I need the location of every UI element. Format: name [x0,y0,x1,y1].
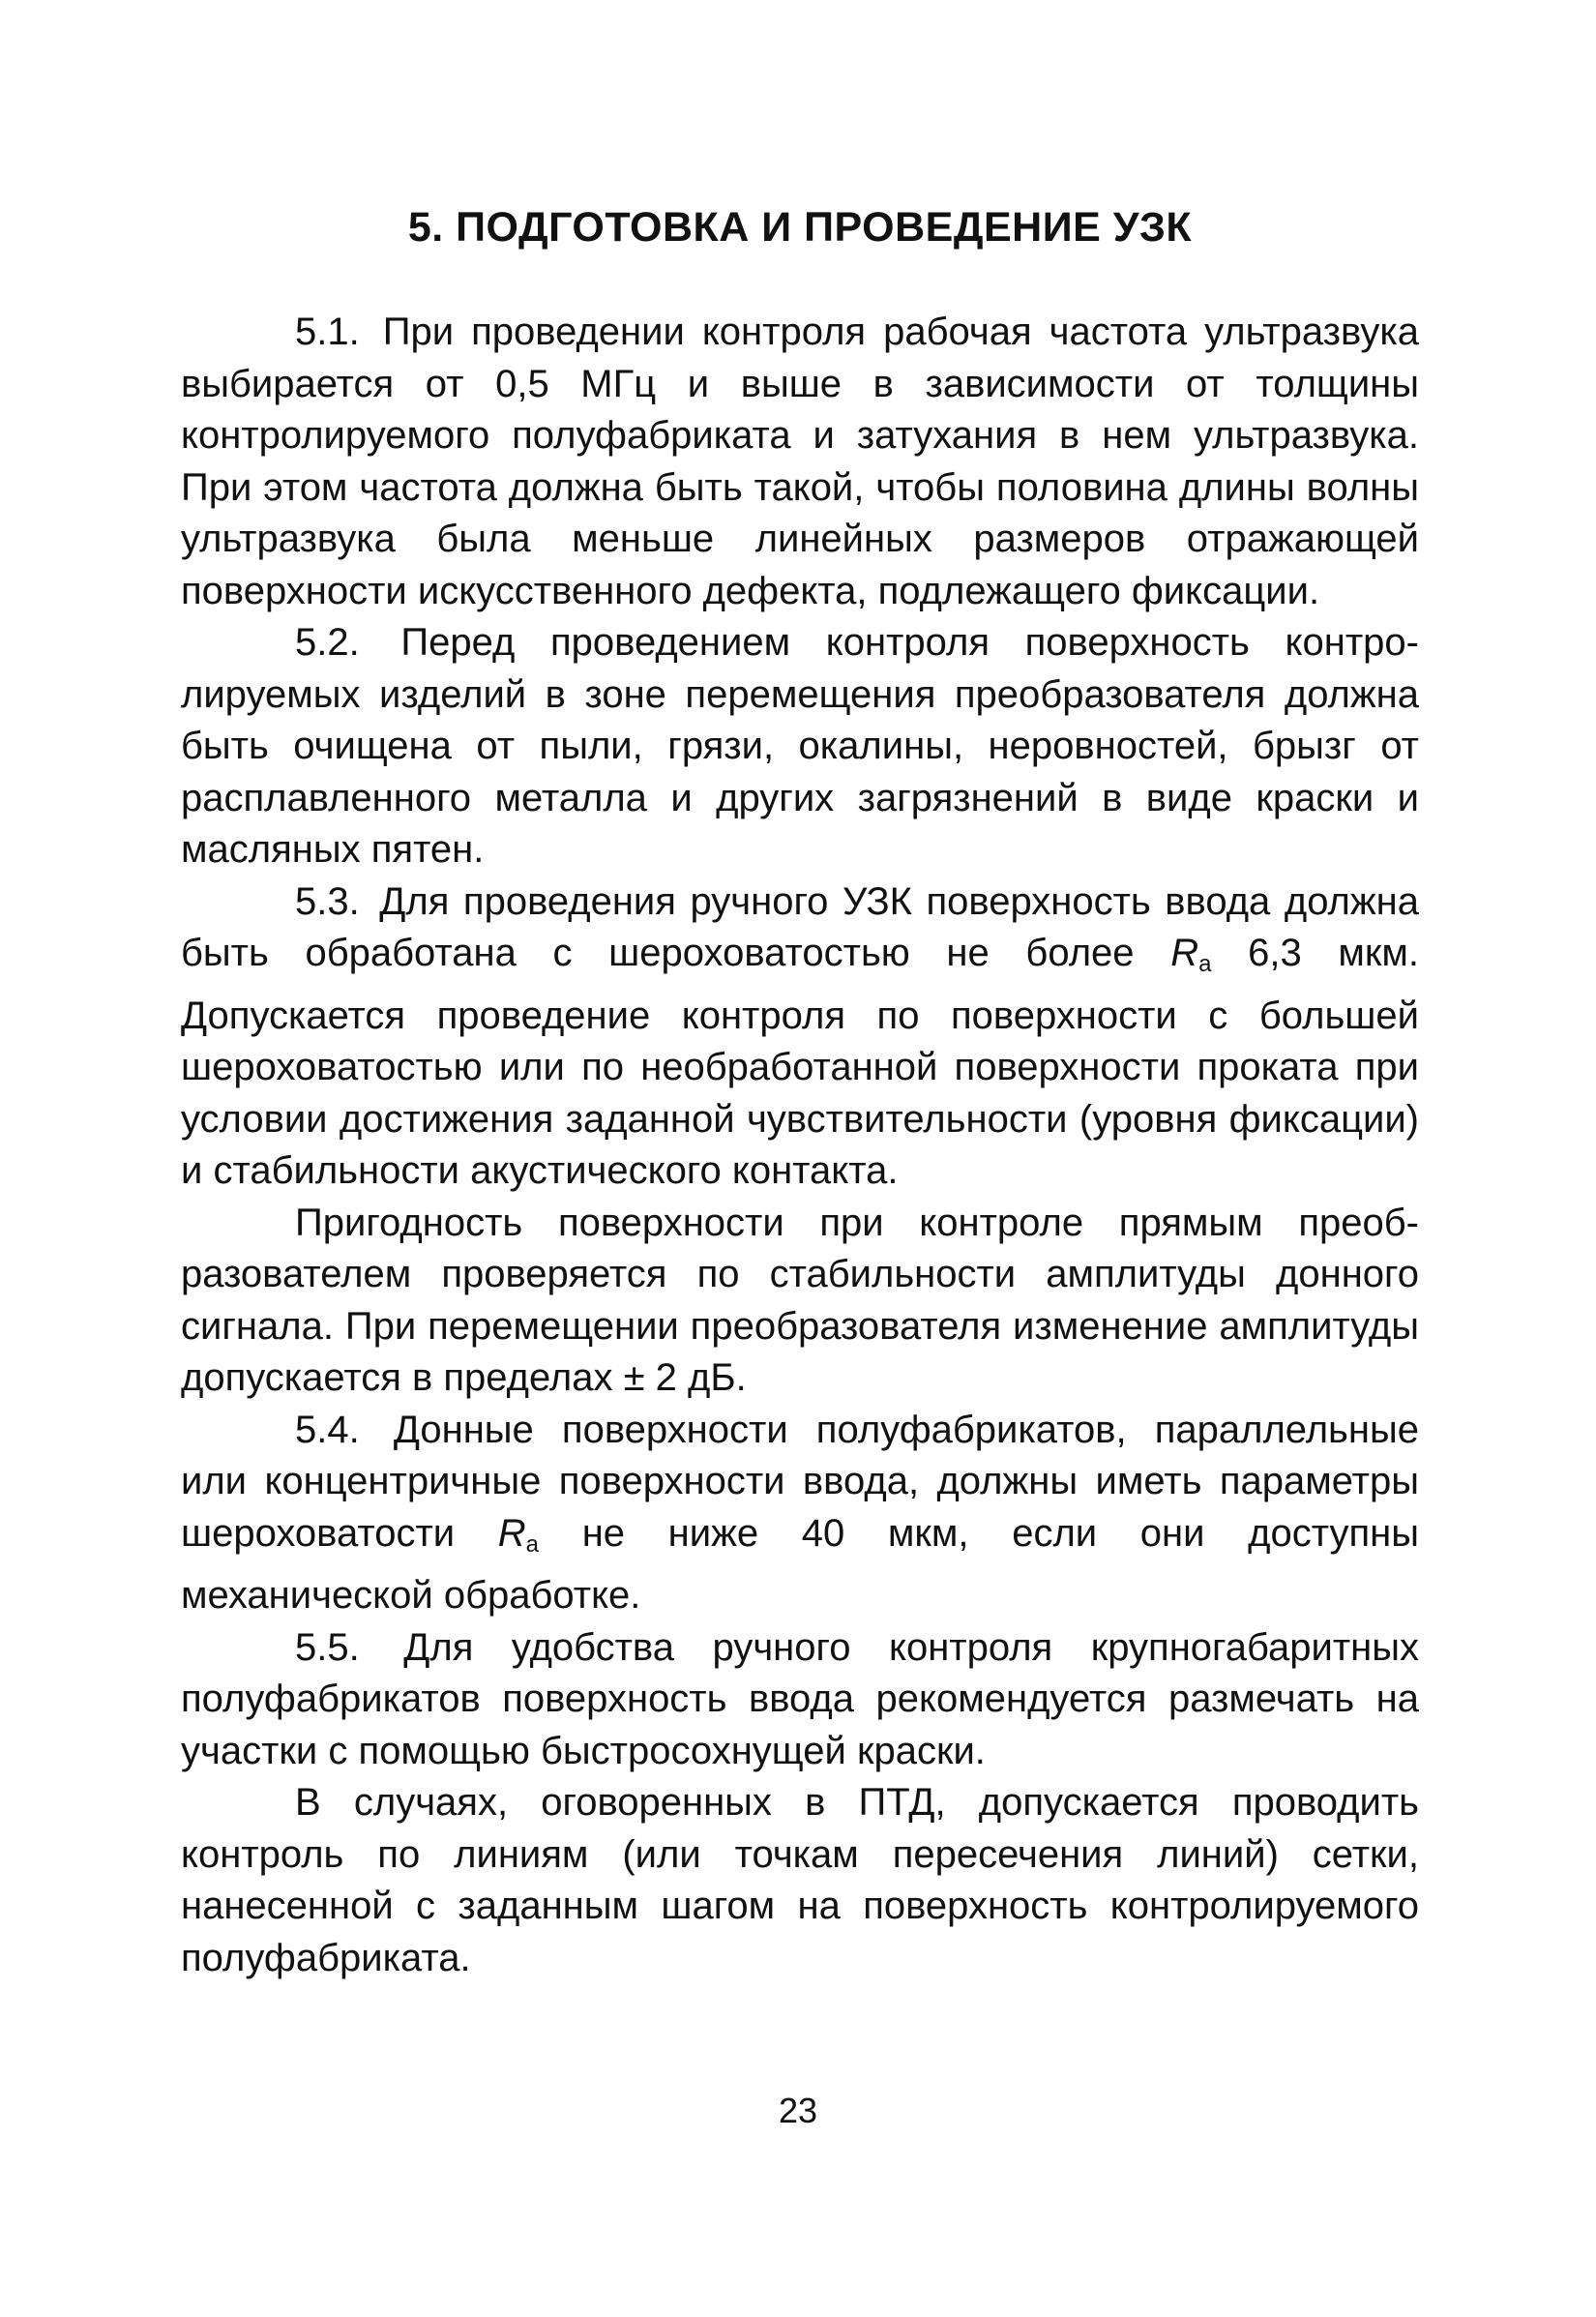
roughness-symbol-letter: R [1170,932,1199,974]
clause-text: При проведении контроля рабочая частота ультразвука выбирается от 0,5 МГц и выше в зависимости от толщины контролируемого полуфабриката и затухания в нем ультразвука. При этом частота должна быть такой, чтобы половина длины волны ультразвука была меньше линейных размеров отражающей поверхности искусственного дефекта, подлежащего фиксации. [181,311,1420,612]
section-heading: 5. ПОДГОТОВКА И ПРОВЕДЕНИЕ УЗК [407,204,1193,251]
roughness-symbol [1170,932,1212,977]
paragraph-5-4 [181,1405,1419,1622]
clause-text: Для удобства ручного контроля крупногабаритных полуфабрикатов поверхность ввода рекомендуется размечать на участки с помощью быстросохнущей краски. [181,1625,1419,1772]
paragraph-5-5 [181,1622,1419,1778]
roughness-symbol-subscript: a [525,1530,540,1558]
paragraph-5-3 [181,876,1419,1198]
paragraph-suitability: Пригодность поверхности при контроле прямым преобразователем проверяется по стабильности амплитуды донного сигнала. При перемещении преобразователя изменение амплитуды допускается в пределах ± 2 дБ. [181,1201,1419,1399]
roughness-symbol-letter: R [497,1511,526,1555]
document-page [181,198,1419,1984]
clause-text: 6,3 мкм. Допускается проведение контроля по поверхности с большей шероховатостью или по необработанной поверхности проката при условии достижения заданной чувствительности (уровня фиксации) и стабильности акустического контакта. [181,932,1419,1192]
clause-number: 5.2. [295,621,360,664]
clause-text: Донные поверхности полуфабрикатов, параллельные или концентричные поверхности ввода, должны иметь параметры шероховатости [181,1408,1419,1555]
clause-text: Для проведения ручного УЗК поверхность ввода должна быть обработана с шероховатостью не более [181,879,1419,974]
paragraph-grid-control: В случаях, оговоренных в ПТД, допускается проводить контроль по линиям (или точкам пересечения линий) сетки, нанесенной с заданным шагом на поверхность контролируемого полуфабриката. [181,1781,1419,1979]
paragraph-5-2 [181,617,1419,876]
roughness-symbol [497,1511,540,1558]
clause-number: 5.3. [295,879,360,923]
page-number: 23 [778,2091,818,2130]
roughness-symbol-subscript: a [1198,951,1212,977]
paragraph-5-1 [181,307,1419,617]
clause-text: Перед проведением контроля поверхность контролируемых изделий в зоне перемещения преобразователя должна быть очищена от пыли, грязи, окалины, неровностей, брызг от расплавленного металла и других загрязнений в виде краски и масляных пятен. [181,621,1419,871]
clause-number: 5.4. [295,1408,360,1451]
clause-number: 5.1. [295,311,360,353]
clause-text: не ниже 40 мкм, если они доступны механической обработке. [181,1511,1419,1617]
clause-number: 5.5. [295,1625,360,1669]
